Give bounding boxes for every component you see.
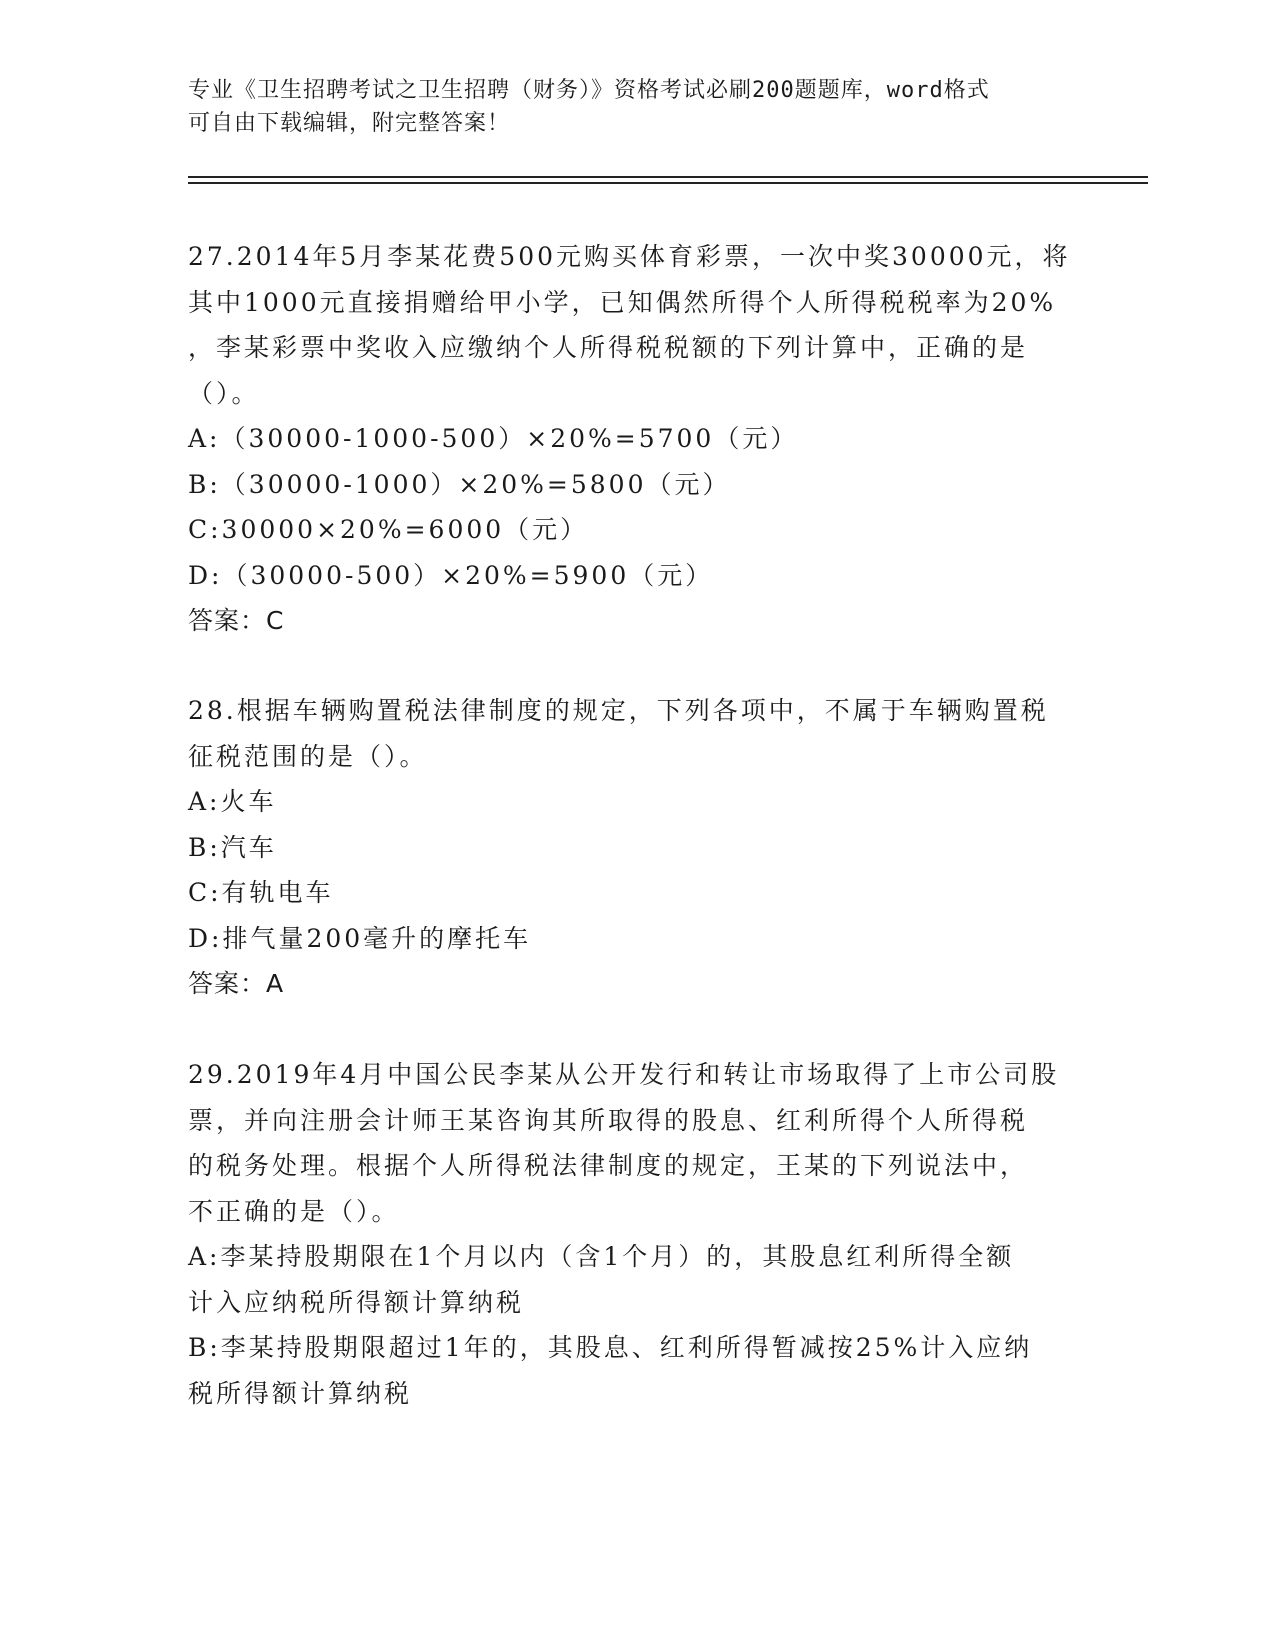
question-stem-line: 27.2014年5月李某花费500元购买体育彩票，一次中奖30000元，将 bbox=[188, 242, 1071, 271]
option-b: B:汽车 bbox=[188, 832, 277, 862]
option-c: C:30000×20%=6000（元） bbox=[188, 515, 589, 544]
option-c: C:有轨电车 bbox=[188, 878, 334, 907]
option-a: A:李某持股期限在1个月以内（含1个月）的，其股息红利所得全额 bbox=[188, 1242, 1015, 1271]
option-a: A:（30000-1000-500）×20%=5700（元） bbox=[188, 424, 799, 453]
question-stem-line: 票，并向注册会计师王某咨询其所取得的股息、红利所得个人所得税 bbox=[188, 1105, 1029, 1135]
question-stem-line: （）。 bbox=[188, 378, 260, 408]
option-b: B:李某持股期限超过1年的，其股息、红利所得暂减按25%计入应纳 bbox=[188, 1333, 1033, 1362]
question-stem-line: 不正确的是（）。 bbox=[188, 1196, 400, 1226]
header-rule-top bbox=[188, 176, 1148, 178]
header-rule-bottom bbox=[188, 182, 1148, 184]
header-line-2: 可自由下载编辑，附完整答案！ bbox=[188, 111, 511, 136]
header-double-rule bbox=[188, 176, 1148, 184]
page-header bbox=[188, 74, 1078, 140]
question-stem-line: 29.2019年4月中国公民李某从公开发行和转让市场取得了上市公司股 bbox=[188, 1060, 1060, 1089]
question-stem-line: 的税务处理。根据个人所得税法律制度的规定，王某的下列说法中， bbox=[188, 1151, 1029, 1180]
option-d: D:（30000-500）×20%=5900（元） bbox=[188, 560, 714, 590]
option-a: A:火车 bbox=[188, 787, 277, 816]
question-stem-line: 28.根据车辆购置税法律制度的规定，下列各项中，不属于车辆购置税 bbox=[188, 696, 1049, 725]
question-28 bbox=[188, 688, 1088, 1007]
option-a-continued: 计入应纳税所得额计算纳税 bbox=[188, 1287, 525, 1317]
option-b: B:（30000-1000）×20%=5800（元） bbox=[188, 469, 731, 499]
question-29 bbox=[188, 1052, 1088, 1416]
answer-label: 答案：A bbox=[188, 969, 285, 998]
answer-label: 答案：C bbox=[188, 606, 285, 635]
option-d: D:排气量200毫升的摩托车 bbox=[188, 923, 532, 953]
question-stem-line: 征税范围的是（）。 bbox=[188, 741, 428, 771]
question-stem-line: ，李某彩票中奖收入应缴纳个人所得税税额的下列计算中，正确的是 bbox=[188, 333, 1029, 362]
question-27 bbox=[188, 234, 1088, 644]
question-stem-line: 其中1000元直接捐赠给甲小学，已知偶然所得个人所得税税率为20% bbox=[188, 287, 1057, 317]
option-b-continued: 税所得额计算纳税 bbox=[188, 1378, 413, 1408]
header-line-1: 专业《卫生招聘考试之卫生招聘（财务）》资格考试必刷200题题库，word格式 bbox=[188, 78, 990, 103]
